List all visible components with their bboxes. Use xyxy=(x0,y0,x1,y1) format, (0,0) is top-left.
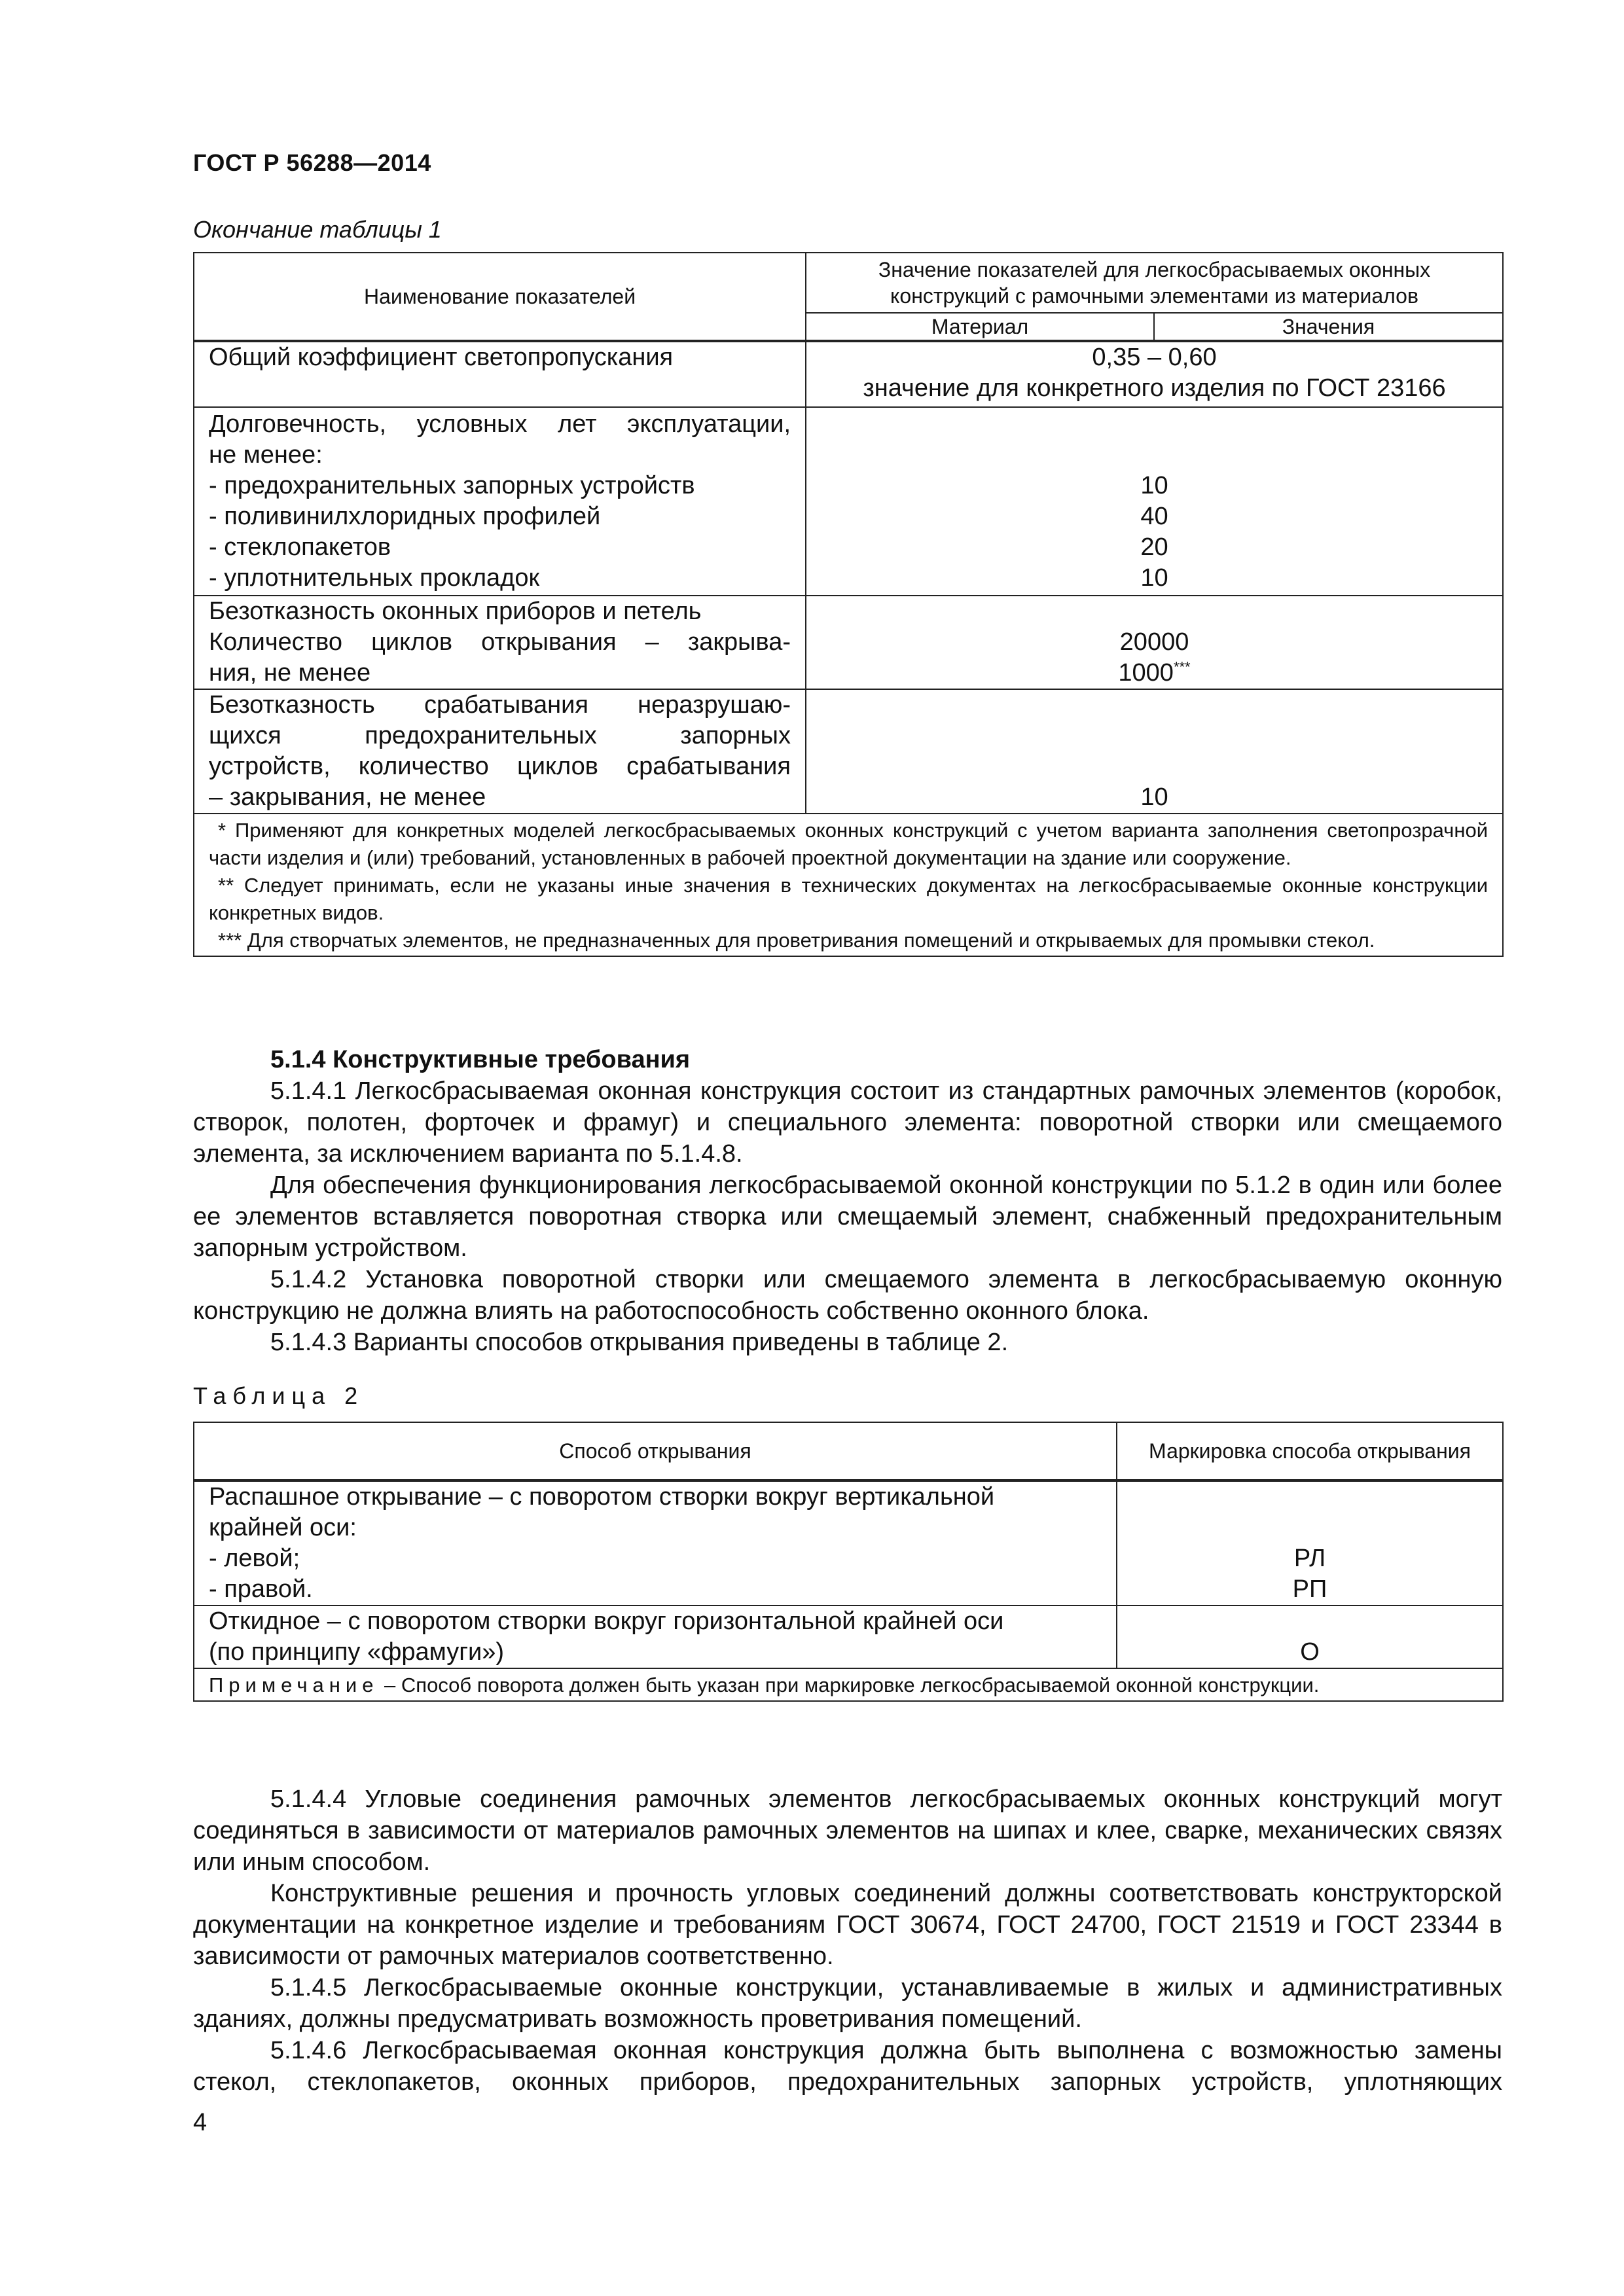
table2-note xyxy=(194,1668,1503,1701)
paragraph: 5.1.4.3 Варианты способов открывания приведены в таблице 2. xyxy=(270,1329,1009,1356)
table2-row2-line: (по принципу «фрамуги») xyxy=(209,1638,505,1666)
table-row xyxy=(194,1480,1503,1605)
table1-row2-name-line: - стеклопакетов xyxy=(209,533,391,561)
note-label: Примечание xyxy=(209,1674,379,1696)
table-2 xyxy=(193,1422,1504,1702)
table1-row2-name-line: - предохранительных запорных устройств xyxy=(209,472,695,499)
table2-row1-mark: РЛ xyxy=(1293,1545,1326,1572)
table2-header-marking: Маркировка способа открывания xyxy=(1117,1422,1503,1480)
table1-header-material: Материал xyxy=(806,313,1154,341)
table1-row1-value2: значение для конкретного изделия по ГОСТ 23166 xyxy=(863,374,1446,402)
table2-row1-line: Распашное открывание – с поворотом створки вокруг вертикальной xyxy=(209,1483,995,1511)
table1-row1-value1: 0,35 – 0,60 xyxy=(1092,344,1217,371)
table-row xyxy=(194,689,1503,814)
table1-row4-name-line: – закрывания, не менее xyxy=(209,783,486,811)
page-number: 4 xyxy=(193,2109,208,2136)
table1-row2-value: 40 xyxy=(1140,503,1168,530)
table1-row2-name-line: Долговечность, условных лет эксплуатации, xyxy=(209,410,791,438)
paragraph: Конструктивные решения и прочность угловых соединений должны соответствовать конструкторской документации на конкретное изделие и требованиям ГОСТ 30674, ГОСТ 24700, ГОСТ 21519 и ГОСТ 23344 в зависимости от рамочных материалов соответственно. xyxy=(193,1880,1502,1970)
note-text: – Способ поворота должен быть указан при маркировке легкосбрасываемой оконной конструкции. xyxy=(378,1674,1320,1696)
section-heading: 5.1.4 Конструктивные требования xyxy=(270,1046,691,1073)
paragraph: 5.1.4.5 Легкосбрасываемые оконные конструкции, устанавливаемые в жилых и административных зданиях, должны предусматривать возможность проветривания помещений. xyxy=(193,1974,1502,2033)
table2-row2-line: Откидное – с поворотом створки вокруг горизонтальной крайней оси xyxy=(209,1607,1004,1635)
table1-notes xyxy=(194,814,1503,956)
standard-code: ГОСТ Р 56288—2014 xyxy=(193,149,431,176)
table1-header-values-group: Значение показателей для легкосбрасываемых оконных конструкций с рамочными элементами из материалов xyxy=(806,253,1503,313)
table2-row1-line: - левой; xyxy=(209,1545,300,1572)
paragraph: 5.1.4.2 Установка поворотной створки или смещаемого элемента в легкосбрасываемую оконную конструкцию не должна влиять на работоспособность собственно оконного блока. xyxy=(193,1266,1502,1325)
table2-row1-mark: РП xyxy=(1292,1575,1327,1603)
table1-note: * Применяют для конкретных моделей легкосбрасываемых оконных конструкций с учетом варианта заполнения светопрозрачной части изделия и (или) требований, установленных в рабочей проектной документации на здание или сооружение. xyxy=(209,819,1489,869)
table1-note: *** Для створчатых элементов, не предназначенных для проветривания помещений и открываемых для промывки стекол. xyxy=(218,929,1375,952)
table1-header-name: Наименование показателей xyxy=(194,253,806,341)
table1-row4-name-line: Безотказность срабатывания неразрушаю- xyxy=(209,691,791,719)
table2-row2-mark: О xyxy=(1300,1638,1320,1666)
table1-header-value: Значения xyxy=(1154,313,1503,341)
paragraph: 5.1.4.4 Угловые соединения рамочных элементов легкосбрасываемых оконных конструкций могут соединяться в зависимости от материалов рамочных элементов на шипах и клее, сварке, механических связях или иным способом. xyxy=(193,1785,1502,1876)
table-row xyxy=(194,341,1503,407)
table1-row2-value: 10 xyxy=(1140,564,1168,592)
table-row xyxy=(194,596,1503,689)
table1-row4-name-line: щихся предохранительных запорных xyxy=(209,722,791,749)
table1-row2-value: 10 xyxy=(1140,472,1168,499)
table-1 xyxy=(193,252,1504,957)
table-row xyxy=(194,407,1503,596)
table-row xyxy=(194,1605,1503,1668)
table1-row3-value2: 1000 xyxy=(1118,659,1174,687)
table1-row2-value: 20 xyxy=(1140,533,1168,561)
table1-row3-name-line: ния, не менее xyxy=(209,659,371,687)
table2-row1-line: крайней оси: xyxy=(209,1514,357,1541)
section-5-1-4-continued xyxy=(193,1784,1502,2098)
table2-row1-line: - правой. xyxy=(209,1575,313,1603)
table1-row1-name: Общий коэффициент светопропускания xyxy=(194,341,806,407)
table1-row3-value1: 20000 xyxy=(1119,628,1189,656)
paragraph: 5.1.4.1 Легкосбрасываемая оконная конструкция состоит из стандартных рамочных элементов (коробок, створок, полотен, форточек и фрамуг) и специального элемента: поворотной створки или смещаемого элемента, за исключением варианта по 5.1.4.8. xyxy=(193,1077,1502,1168)
table1-note: ** Следует принимать, если не указаны иные значения в технических документах на легкосбрасываемые оконные конструкции конкретных видов. xyxy=(209,874,1489,924)
footnote-marker: *** xyxy=(1173,658,1191,675)
paragraph: Для обеспечения функционирования легкосбрасываемой оконной конструкции по 5.1.2 в один или более ее элементов вставляется поворотная створка или смещаемый элемент, снабженный предохранительным запорным устройством. xyxy=(193,1172,1502,1262)
table1-row2-name-line: не менее: xyxy=(209,441,323,469)
table1-row2-name-line: - уплотнительных прокладок xyxy=(209,564,540,592)
table2-header-method: Способ открывания xyxy=(194,1422,1117,1480)
table1-row3-name-line: Безотказность оконных приборов и петель xyxy=(209,598,702,625)
table-continuation-caption: Окончание таблицы 1 xyxy=(193,216,442,243)
section-5-1-4 xyxy=(193,1044,1502,1358)
table-2-caption: Таблица 2 xyxy=(193,1382,365,1409)
table1-row4-value: 10 xyxy=(1140,783,1168,811)
table1-row4-name-line: устройств, количество циклов срабатывания xyxy=(209,753,791,780)
paragraph: 5.1.4.6 Легкосбрасываемая оконная конструкция должна быть выполнена с возможностью замены стекол, стеклопакетов, оконных приборов, предохранительных запорных устройств, уплотняющих xyxy=(193,2037,1502,2096)
table1-row3-name-line: Количество циклов открывания – закрыва- xyxy=(209,628,791,656)
table1-row2-name-line: - поливинилхлоридных профилей xyxy=(209,503,601,530)
